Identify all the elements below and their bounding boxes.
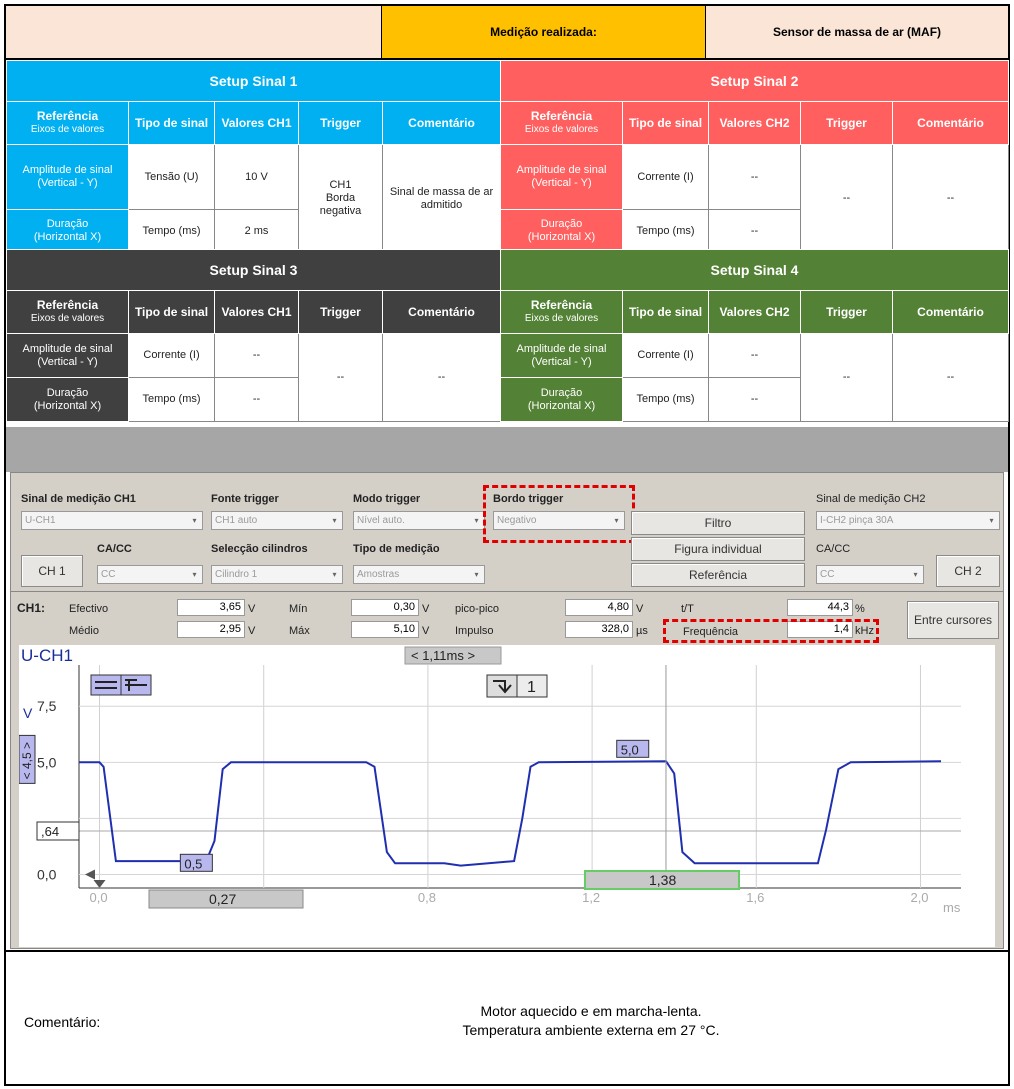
min-label: Mín (289, 603, 308, 615)
acdc2-select[interactable]: CC ▾ (816, 565, 924, 584)
trigger-position-icon (94, 880, 106, 888)
mean-value: 2,95 (177, 621, 245, 638)
effective-value: 3,65 (177, 599, 245, 616)
setup-title: Setup Sinal 4 (501, 250, 1009, 291)
trigger-cell: -- (801, 334, 893, 422)
x-tick-label: 0,8 (417, 890, 436, 905)
marker-low: 0,5 (184, 856, 203, 872)
col-comment: Comentário (383, 102, 501, 145)
col-type: Tipo de sinal (623, 102, 709, 145)
dur-type: Tempo (ms) (129, 378, 215, 422)
chevron-down-icon: ▾ (332, 570, 337, 579)
col-comment: Comentário (893, 291, 1009, 334)
report-frame (4, 4, 1010, 1086)
comment-cell: -- (893, 145, 1009, 253)
dur-type: Tempo (ms) (129, 210, 215, 253)
comment-line-1: Motor aquecido e em marcha-lenta. (480, 1003, 702, 1019)
chevron-down-icon: ▾ (989, 516, 994, 525)
min-value: 0,30 (351, 599, 419, 616)
pp-value: 4,80 (565, 599, 633, 616)
x-tick-label: 2,0 (910, 890, 929, 905)
ch2-signal-select[interactable]: I-CH2 pinça 30A ▾ (816, 511, 1000, 530)
trigger-source-label: Fonte trigger (211, 493, 279, 505)
cursor-span-label: < 1,11ms > (411, 648, 476, 663)
col-values: Valores CH2 (709, 291, 801, 334)
setup-table-3 (6, 249, 501, 422)
trigger-edge-label: Bordo trigger (493, 493, 564, 505)
duty-unit: % (855, 603, 865, 615)
highlight-trigger-edge (483, 485, 635, 543)
col-type: Tipo de sinal (129, 102, 215, 145)
row-duration: Duração (Horizontal X) (501, 210, 623, 253)
chevron-down-icon: ▾ (192, 570, 197, 579)
dur-value: 2 ms (215, 210, 299, 253)
col-values: Valores CH1 (215, 102, 299, 145)
pp-label: pico-pico (455, 603, 500, 615)
trigger-cell: -- (801, 145, 893, 253)
waveform-plot[interactable] (19, 645, 995, 947)
impulse-value: 328,0 (565, 621, 633, 638)
comment-line-2: Temperatura ambiente externa em 27 °C. (462, 1022, 720, 1038)
ch1-signal-label: Sinal de medição CH1 (21, 493, 136, 505)
trigger-source-select[interactable]: CH1 auto ▾ (211, 511, 343, 530)
amp-type: Corrente (I) (623, 334, 709, 378)
dur-type: Tempo (ms) (623, 210, 709, 253)
setup-table-4 (500, 249, 1009, 422)
waveform-svg (19, 645, 995, 947)
cursor2-value: 1,38 (649, 872, 677, 888)
amp-value: -- (709, 334, 801, 378)
highlight-frequency (663, 619, 879, 643)
ch2-button[interactable]: CH 2 (936, 555, 1000, 587)
col-trigger: Trigger (801, 102, 893, 145)
freq-value: 1,4 (787, 621, 853, 638)
between-cursors-button[interactable]: Entre cursores (907, 601, 999, 639)
amp-type: Corrente (I) (623, 145, 709, 210)
meas-channel: CH1: (17, 601, 46, 615)
trigger-mode-label: Modo trigger (353, 493, 421, 505)
effective-unit: V (248, 603, 256, 615)
comment-cell: -- (893, 334, 1009, 422)
freq-label: Frequência (683, 626, 739, 638)
header-blank (6, 6, 382, 58)
row-duration: Duração (Horizontal X) (7, 210, 129, 253)
dur-type: Tempo (ms) (623, 378, 709, 422)
measurement-type-select[interactable]: Amostras ▾ (353, 565, 485, 584)
col-comment: Comentário (893, 102, 1009, 145)
reference-button[interactable]: Referência (631, 563, 805, 587)
comment-section (6, 950, 1008, 1084)
chevron-down-icon: ▾ (474, 516, 479, 525)
x-unit-label: ms (943, 900, 961, 915)
chevron-down-icon: ▾ (192, 516, 197, 525)
amp-value: -- (709, 145, 801, 210)
x-tick-label: 1,6 (746, 890, 765, 905)
cursor1-value: 0,27 (209, 891, 237, 907)
row-duration: Duração (Horizontal X) (7, 378, 129, 422)
setup-table-2 (500, 60, 1009, 253)
col-trigger: Trigger (299, 102, 383, 145)
comment-cell: Sinal de massa de ar admitido (383, 145, 501, 253)
trigger-cell: CH1 Borda negativa (299, 145, 383, 253)
level-marker: ,64 (41, 823, 60, 839)
col-type: Tipo de sinal (129, 291, 215, 334)
setup-table-1 (6, 60, 501, 253)
amp-value: 10 V (215, 145, 299, 210)
max-label: Máx (289, 625, 310, 637)
row-amplitude: Amplitude de sinal (Vertical - Y) (501, 334, 623, 378)
sensor-label: Sensor de massa de ar (MAF) (706, 6, 1008, 58)
mean-label: Médio (69, 625, 99, 637)
cylinder-select[interactable]: Cilindro 1 ▾ (211, 565, 343, 584)
single-figure-button[interactable]: Figura individual (631, 537, 805, 561)
amp-type: Corrente (I) (129, 334, 215, 378)
row-duration: Duração (Horizontal X) (501, 378, 623, 422)
col-ref: Referência Eixos de valores (501, 291, 623, 334)
setup-title: Setup Sinal 1 (7, 61, 501, 102)
oscilloscope-panel (10, 472, 1004, 949)
y-tick-label: 7,5 (37, 698, 57, 715)
offset-label: < 4,5 > (20, 742, 34, 780)
comment-label: Comentário: (24, 1014, 101, 1030)
duty-label: t/T (681, 603, 694, 615)
lines-icon (91, 675, 121, 695)
y-tick-label: 5,0 (37, 754, 57, 771)
chevron-down-icon: ▾ (474, 570, 479, 579)
trigger-mode-select[interactable]: Nível auto. ▾ (353, 511, 485, 530)
impulse-label: Impulso (455, 625, 494, 637)
marker-high: 5,0 (620, 742, 639, 758)
measurement-type-label: Tipo de medição (353, 543, 440, 555)
trigger-badge: 1 (527, 679, 536, 696)
min-unit: V (422, 603, 430, 615)
x-tick-label: 1,2 (582, 890, 601, 905)
acdc-select[interactable]: CC ▾ (97, 565, 203, 584)
chevron-down-icon: ▾ (913, 570, 918, 579)
row-amplitude: Amplitude de sinal (Vertical - Y) (7, 334, 129, 378)
trigger-edge-icon (487, 675, 517, 697)
dur-value: -- (215, 378, 299, 422)
col-comment: Comentário (383, 291, 501, 334)
filter-button[interactable]: Filtro (631, 511, 805, 535)
row-amplitude: Amplitude de sinal (Vertical - Y) (501, 145, 623, 210)
ch1-button[interactable]: CH 1 (21, 555, 83, 587)
impulse-unit: µs (636, 625, 648, 637)
comment-cell: -- (383, 334, 501, 422)
y-tick-label: 0,0 (37, 866, 57, 883)
col-ref: Referência Eixos de valores (7, 102, 129, 145)
ch2-signal-label: Sinal de medição CH2 (816, 493, 926, 505)
amp-value: -- (215, 334, 299, 378)
chevron-down-icon: ▾ (614, 516, 619, 525)
trigger-edge-select[interactable]: Negativo ▾ (493, 511, 625, 530)
dur-value: -- (709, 378, 801, 422)
zero-marker-icon (85, 870, 95, 880)
channel-title: U-CH1 (21, 646, 73, 665)
mean-unit: V (248, 625, 256, 637)
col-ref: Referência Eixos de valores (501, 102, 623, 145)
comment-text (386, 1002, 796, 1040)
y-unit-label: V (23, 705, 33, 722)
col-trigger: Trigger (299, 291, 383, 334)
acdc-label: CA/CC (97, 543, 132, 555)
col-type: Tipo de sinal (623, 291, 709, 334)
effective-label: Efectivo (69, 603, 109, 615)
max-value: 5,10 (351, 621, 419, 638)
freq-unit: kHz (855, 625, 874, 637)
setup-title: Setup Sinal 3 (7, 250, 501, 291)
x-tick-label: 0,0 (89, 890, 108, 905)
max-unit: V (422, 625, 430, 637)
trigger-cell: -- (299, 334, 383, 422)
setup-title: Setup Sinal 2 (501, 61, 1009, 102)
row-amplitude: Amplitude de sinal (Vertical - Y) (7, 145, 129, 210)
col-values: Valores CH1 (215, 291, 299, 334)
ch1-signal-select[interactable]: U-CH1 ▾ (21, 511, 203, 530)
pp-unit: V (636, 603, 644, 615)
chevron-down-icon: ▾ (332, 516, 337, 525)
cylinder-label: Selecção cilindros (211, 543, 308, 555)
measurement-label: Medição realizada: (382, 6, 706, 58)
separator-band (6, 427, 1008, 472)
dur-value: -- (709, 210, 801, 253)
col-values: Valores CH2 (709, 102, 801, 145)
acdc2-label: CA/CC (816, 543, 851, 555)
col-trigger: Trigger (801, 291, 893, 334)
col-ref: Referência Eixos de valores (7, 291, 129, 334)
series-line-u-ch1 (79, 761, 941, 865)
duty-value: 44,3 (787, 599, 853, 616)
amp-type: Tensão (U) (129, 145, 215, 210)
